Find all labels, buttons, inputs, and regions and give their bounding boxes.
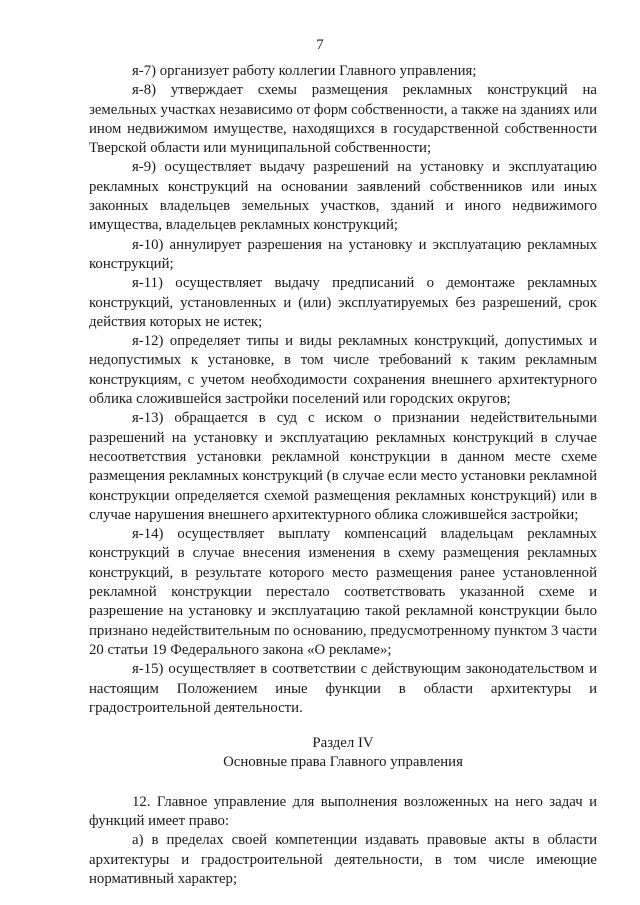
- paragraph-ya-14: я-14) осуществляет выплату компенсаций владельцам рекламных конструкций в случае внесения изменения в схему размещения рекламных конструкций, в результате которого место размещения ранее установленной рекламной конструкции перестало соответствовать указанной схеме и разрешение на установку и эксплуатацию такой рекламной конструкции было признано недействительным по основанию, предусмотренному пунктом 3 части 20 статьи 19 Федерального закона «О рекламе»;: [89, 526, 597, 658]
- paragraph-ya-11: я-11) осуществляет выдачу предписаний о демонтаже рекламных конструкций, установленных и (или) эксплуатируемых без разрешений, срок действия которых не истек;: [89, 275, 597, 330]
- section-spacer: [89, 773, 597, 793]
- section-number: Раздел IV: [312, 735, 374, 752]
- paragraph-ya-8: я-8) утверждает схемы размещения рекламных конструкций на земельных участках независимо от форм собственности, а также на зданиях или ином недвижимом имуществе, находящихся в государственной собственности Тверской области или муниципальной собственности;: [89, 82, 597, 157]
- paragraph-ya-12: я-12) определяет типы и виды рекламных конструкций, допустимых и недопустимых к установке, в том числе требований к таким рекламным конструкциям, с учетом необходимости сохранения внешнего архитектурного облика сложившейся застройки поселений или городских округов;: [89, 333, 597, 408]
- paragraph-12: 12. Главное управление для выполнения возложенных на него задач и функций имеет право:: [89, 793, 597, 829]
- paragraph-ya-10: я-10) аннулирует разрешения на установку и эксплуатацию рекламных конструкций;: [89, 236, 597, 272]
- paragraph-ya-7: я-7) организует работу коллегии Главного управления;: [132, 63, 477, 79]
- section-title: Основные права Главного управления: [223, 754, 463, 771]
- page-number: 7: [316, 37, 324, 53]
- document-body: [89, 62, 597, 889]
- paragraph-ya-9: я-9) осуществляет выдачу разрешений на установку и эксплуатацию рекламных конструкций на основании заявлений собственников или иных законных владельцев земельных участков, зданий и иного недвижимого имущества, владельцев рекламных конструкций;: [89, 159, 597, 234]
- paragraph-ya-13: я-13) обращается в суд с иском о признании недействительными разрешений на установку и эксплуатацию рекламных конструкций в случае несоответствия установки рекламной конструкции в данном месте схеме размещения рекламных конструкций (в случае если место установки рекламной конструкции определяется схемой размещения рекламных конструкций) или в случае нарушения внешнего архитектурного облика сложившейся застройки;: [89, 410, 597, 523]
- paragraph-ya-15: я-15) осуществляет в соответствии с действующим законодательством и настоящим Положением иные функции в области архитектуры и градостроительной деятельности.: [89, 661, 597, 716]
- paragraph-12-a: а) в пределах своей компетенции издавать правовые акты в области архитектуры и градостроительной деятельности, в том числе имеющие нормативный характер;: [89, 832, 597, 887]
